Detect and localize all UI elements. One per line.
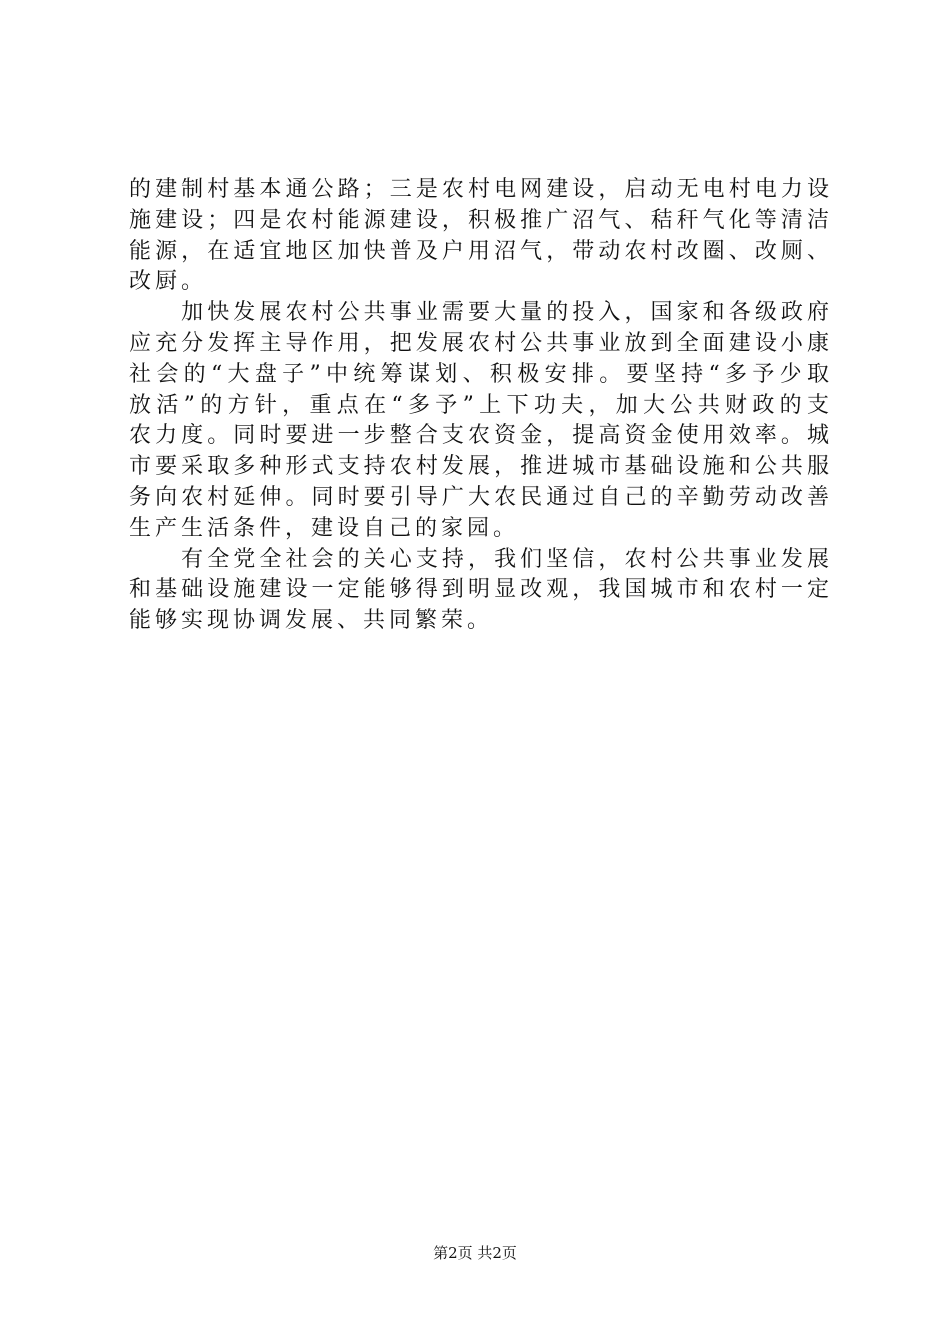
text-line: 务向农村延伸。同时要引导广大农民通过自己的辛勤劳动改善 — [129, 484, 829, 510]
text-line: 和基础设施建设一定能够得到明显改观，我国城市和农村一定 — [129, 577, 829, 603]
text-line: 能够实现协调发展、共同繁荣。 — [129, 608, 494, 634]
text-line: 能源，在适宜地区加快普及户用沼气，带动农村改圈、改厕、 — [129, 238, 829, 264]
page-number-footer: 第2页 共2页 — [433, 1244, 517, 1262]
text-line: 改厨。 — [129, 269, 208, 295]
text-line: 社会的“大盘子”中统筹谋划、积极安排。要坚持“多予少取 — [129, 361, 829, 387]
text-line: 有全党全社会的关心支持，我们坚信，农村公共事业发展 — [129, 546, 829, 572]
text-line: 市要采取多种形式支持农村发展，推进城市基础设施和公共服 — [129, 454, 829, 480]
text-line: 加快发展农村公共事业需要大量的投入，国家和各级政府 — [129, 300, 829, 326]
text-line: 的建制村基本通公路；三是农村电网建设，启动无电村电力设 — [129, 177, 829, 202]
text-line: 放活”的方针，重点在“多予”上下功夫，加大公共财政的支 — [129, 392, 829, 418]
text-line: 应充分发挥主导作用，把发展农村公共事业放到全面建设小康 — [129, 330, 829, 356]
body-text — [129, 175, 829, 637]
text-line: 农力度。同时要进一步整合支农资金，提高资金使用效率。城 — [129, 423, 829, 449]
text-line: 施建设；四是农村能源建设，积极推广沼气、秸秆气化等清洁 — [129, 207, 829, 233]
text-line: 生产生活条件，建设自己的家园。 — [129, 515, 520, 541]
